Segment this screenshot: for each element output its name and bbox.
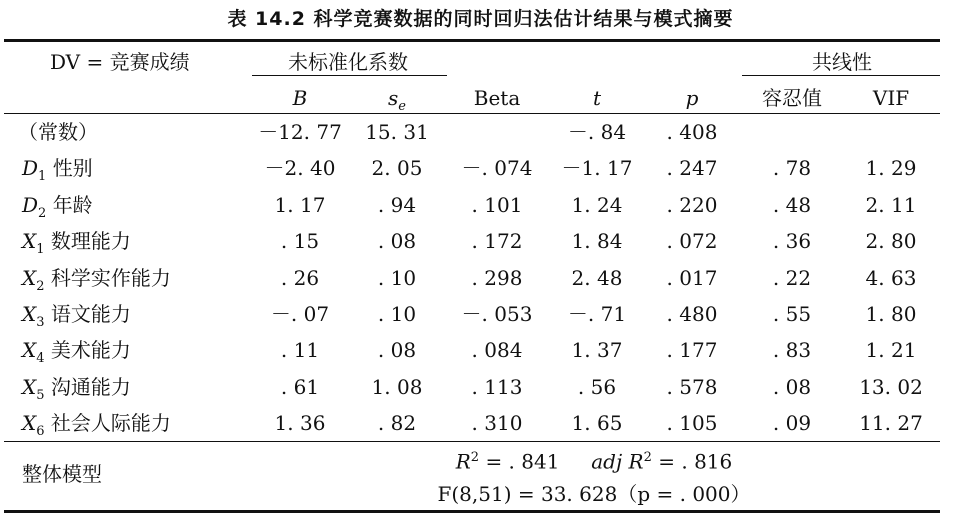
cell-beta: . 172	[471, 229, 523, 253]
cell-tolerance: . 22	[772, 266, 812, 290]
cell-se: . 10	[377, 302, 417, 326]
cell-se: 15. 31	[365, 120, 429, 144]
cell-se: 1. 08	[371, 375, 423, 399]
cell-se: . 10	[377, 266, 417, 290]
row-label: $X_3$ 语文能力	[22, 302, 131, 330]
cell-t: 1. 84	[571, 229, 623, 253]
cell-p: . 017	[666, 266, 718, 290]
cell-se: 2. 05	[371, 156, 423, 180]
cell-beta: －. 074	[461, 156, 533, 180]
unstd-coef-group-header: 未标准化系数	[288, 50, 408, 74]
cell-se: . 08	[377, 338, 417, 362]
cell-t: 1. 24	[571, 193, 623, 217]
cell-tolerance: . 08	[772, 375, 812, 399]
header-rule	[4, 113, 940, 114]
unstd-group-rule	[252, 75, 447, 76]
cell-tolerance: . 36	[772, 229, 812, 253]
cell-beta: . 298	[471, 266, 523, 290]
cell-se: . 08	[377, 229, 417, 253]
cell-t: 1. 37	[571, 338, 623, 362]
cell-vif: 1. 80	[865, 302, 917, 326]
col-header-tolerance: 容忍值	[762, 86, 822, 110]
row-label: $D_2$ 年龄	[22, 193, 93, 221]
cell-vif: 1. 21	[865, 338, 917, 362]
cell-vif: 2. 11	[865, 193, 917, 217]
cell-beta: . 310	[471, 411, 523, 435]
cell-tolerance: . 09	[772, 411, 812, 435]
cell-tolerance: . 78	[772, 156, 812, 180]
top-rule	[4, 39, 940, 42]
cell-p: . 177	[666, 338, 718, 362]
col-header-b: B	[292, 86, 308, 110]
col-header-t: t	[592, 86, 602, 110]
cell-p: . 220	[666, 193, 718, 217]
cell-b: 1. 36	[274, 411, 326, 435]
cell-b: . 26	[280, 266, 320, 290]
cell-p: . 105	[666, 411, 718, 435]
cell-vif: 4. 63	[865, 266, 917, 290]
row-label: $D_1$ 性别	[22, 156, 93, 184]
cell-p: . 247	[666, 156, 718, 180]
dv-label: DV = 竞赛成绩	[50, 50, 190, 74]
cell-tolerance: . 83	[772, 338, 812, 362]
cell-beta: . 113	[471, 375, 523, 399]
cell-b: －2. 40	[264, 156, 336, 180]
cell-vif: 2. 80	[865, 229, 917, 253]
col-header-vif: VIF	[872, 86, 910, 110]
model-f-stat: F(8,51) = 33. 628（p = . 000）	[437, 482, 751, 506]
cell-p: . 578	[666, 375, 718, 399]
cell-b: . 15	[280, 229, 320, 253]
cell-b: . 61	[280, 375, 320, 399]
cell-b: . 11	[280, 338, 320, 362]
cell-t: －. 84	[567, 120, 627, 144]
cell-b: 1. 17	[274, 193, 326, 217]
row-label: $X_4$ 美术能力	[22, 338, 131, 366]
cell-t: －. 71	[567, 302, 627, 326]
cell-t: . 56	[577, 375, 617, 399]
table-title: 表 14.2 科学竞赛数据的同时回归法估计结果与模式摘要	[227, 8, 734, 30]
row-label: $X_2$ 科学实作能力	[22, 266, 171, 294]
collinearity-group-header: 共线性	[812, 50, 872, 74]
cell-tolerance: . 48	[772, 193, 812, 217]
model-label: 整体模型	[22, 462, 102, 486]
cell-b: －. 07	[270, 302, 330, 326]
row-label: $X_5$ 沟通能力	[22, 375, 131, 403]
cell-se: . 94	[377, 193, 417, 217]
collinearity-group-rule	[742, 75, 940, 76]
cell-vif: 1. 29	[865, 156, 917, 180]
row-label: $X_6$ 社会人际能力	[22, 411, 171, 439]
cell-se: . 82	[377, 411, 417, 435]
col-header-se: $s_e$	[388, 86, 406, 114]
model-r2-line: $R^2$ = . 841 adj $R^2$ = . 816	[455, 449, 733, 474]
cell-beta: －. 053	[461, 302, 533, 326]
cell-t: 2. 48	[571, 266, 623, 290]
cell-t: 1. 65	[571, 411, 623, 435]
cell-beta: . 084	[471, 338, 523, 362]
row-label: （常数）	[18, 120, 98, 144]
cell-p: . 072	[666, 229, 718, 253]
cell-p: . 480	[666, 302, 718, 326]
col-header-p: p	[685, 86, 699, 110]
col-header-beta: Beta	[473, 86, 521, 110]
cell-beta: . 101	[471, 193, 523, 217]
bottom-rule	[4, 510, 940, 513]
cell-t: －1. 17	[561, 156, 633, 180]
row-label: $X_1$ 数理能力	[22, 229, 131, 257]
cell-vif: 13. 02	[859, 375, 923, 399]
cell-p: . 408	[666, 120, 718, 144]
cell-vif: 11. 27	[859, 411, 923, 435]
cell-b: －12. 77	[258, 120, 342, 144]
cell-tolerance: . 55	[772, 302, 812, 326]
